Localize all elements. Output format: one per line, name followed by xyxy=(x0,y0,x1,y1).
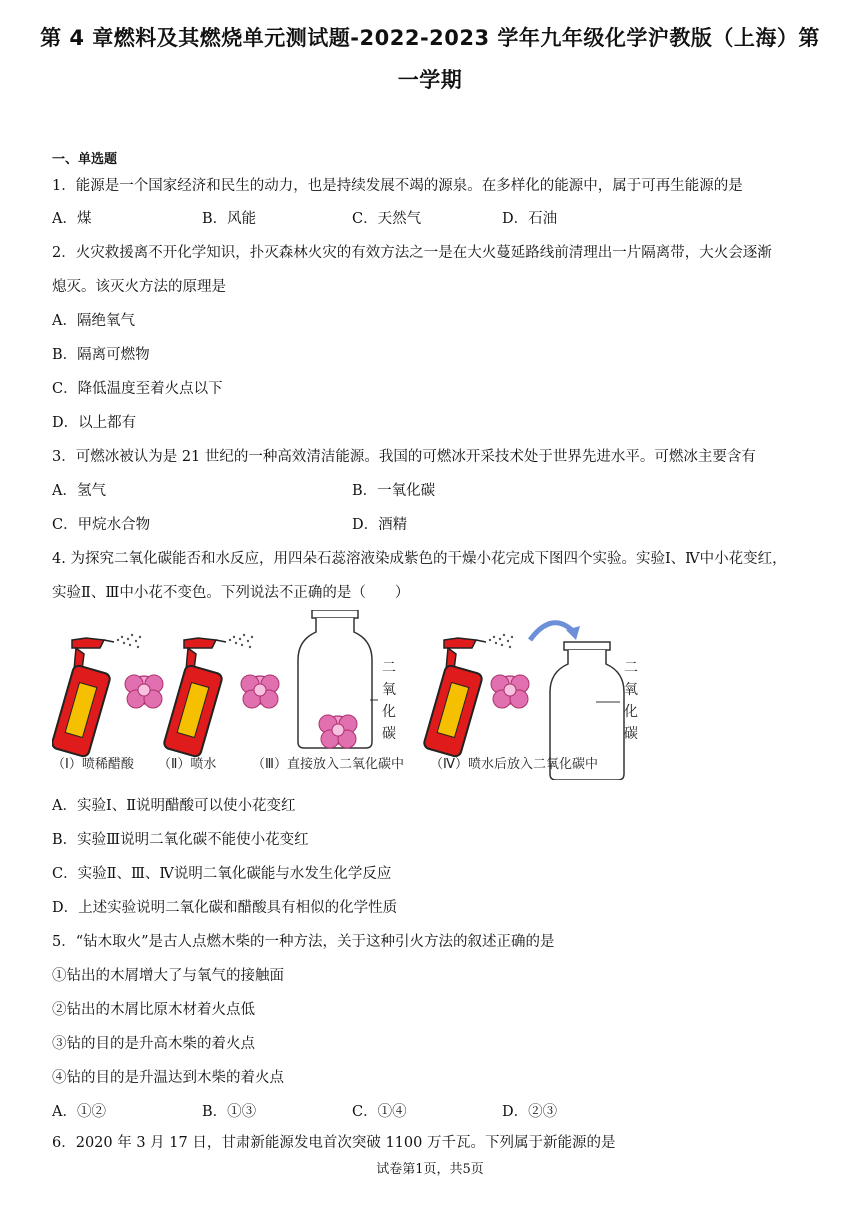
q5-option-a: A．①② xyxy=(52,1104,106,1120)
question-4-stem-line2: 实验Ⅱ、Ⅲ中小花不变色。下列说法不正确的是（ ） xyxy=(52,585,410,601)
q5-statement-1: ①钻出的木屑增大了与氧气的接触面 xyxy=(52,968,284,984)
caption-iv: （Ⅳ）喷水后放入二氧化碳中 xyxy=(430,757,598,772)
q4-option-b: B．实验Ⅲ说明二氧化碳不能使小花变红 xyxy=(52,832,309,848)
gas-char: 化 xyxy=(624,704,638,720)
q4-option-c: C．实验Ⅱ、Ⅲ、Ⅳ说明二氧化碳能与水发生化学反应 xyxy=(52,866,392,882)
gas-char: 氧 xyxy=(624,682,638,698)
caption-ii: （Ⅱ）喷水 xyxy=(158,757,217,772)
q5-option-b: B．①③ xyxy=(202,1104,257,1120)
q2-option-d: D．以上都有 xyxy=(52,415,137,431)
q5-statement-4: ④钻的目的是升温达到木柴的着火点 xyxy=(52,1070,284,1086)
gas-label-iv xyxy=(624,660,642,742)
q1-option-d: D．石油 xyxy=(502,211,558,227)
q3-option-a: A．氢气 xyxy=(52,483,106,499)
flower-icon xyxy=(241,675,279,708)
question-5-stem: 5．“钻木取火”是古人点燃木柴的一种方法，关于这种引火方法的叙述正确的是 xyxy=(52,934,555,950)
page-title-line2: 一学期 xyxy=(397,68,463,92)
q1-option-a: A．煤 xyxy=(52,211,92,227)
q1-option-b: B．风能 xyxy=(202,211,257,227)
sprayer-icon xyxy=(163,634,253,758)
page-footer: 试卷第1页，共5页 xyxy=(376,1162,484,1177)
flower-icon xyxy=(491,675,529,708)
flower-icon xyxy=(125,675,163,708)
question-2-stem-line1: 2．火灾救援离不开化学知识，扑灭森林火灾的有效方法之一是在大火蔓延路线前清理出一片隔离带，大火会逐渐 xyxy=(52,245,772,261)
q5-statement-3: ③钻的目的是升高木柴的着火点 xyxy=(52,1036,255,1052)
question-4-stem-line1: 4. 为探究二氧化碳能否和水反应，用四朵石蕊溶液染成紫色的干燥小花完成下图四个实验。实验Ⅰ、Ⅳ中小花变红， xyxy=(52,551,787,567)
q5-statement-2: ②钻出的木屑比原木材着火点低 xyxy=(52,1002,255,1018)
gas-label-iii xyxy=(382,660,400,742)
q3-option-c: C．甲烷水合物 xyxy=(52,517,151,533)
gas-char: 二 xyxy=(382,660,396,676)
experiment-figure xyxy=(52,610,642,780)
q4-option-a: A．实验Ⅰ、Ⅱ说明醋酸可以使小花变红 xyxy=(52,798,296,814)
q5-option-c: C．①④ xyxy=(352,1104,407,1120)
q1-option-c: C．天然气 xyxy=(352,211,422,227)
flower-icon xyxy=(319,715,357,748)
q2-option-c: C．降低温度至着火点以下 xyxy=(52,381,223,397)
q2-option-b: B．隔离可燃物 xyxy=(52,347,150,363)
q4-option-d: D．上述实验说明二氧化碳和醋酸具有相似的化学性质 xyxy=(52,900,398,916)
curved-arrow-icon xyxy=(530,623,580,640)
q2-option-a: A．隔绝氧气 xyxy=(52,313,135,329)
question-6-stem: 6．2020 年 3 月 17 日，甘肃新能源发电首次突破 1100 万千瓦。下列属于新能源的是 xyxy=(52,1135,616,1151)
gas-char: 碳 xyxy=(624,726,638,742)
caption-iii: （Ⅲ）直接放入二氧化碳中 xyxy=(252,757,404,772)
q5-option-d: D．②③ xyxy=(502,1104,558,1120)
gas-char: 化 xyxy=(382,704,396,720)
gas-char: 氧 xyxy=(382,682,396,698)
question-2-stem-line2: 熄灭。该灭火方法的原理是 xyxy=(52,279,226,295)
gas-char: 碳 xyxy=(382,726,396,742)
section-heading: 一、单选题 xyxy=(52,152,118,167)
question-1-stem: 1．能源是一个国家经济和民生的动力，也是持续发展不竭的源泉。在多样化的能源中，属于可再生能源的是 xyxy=(52,178,743,194)
q3-option-d: D．酒精 xyxy=(352,517,408,533)
q3-option-b: B．一氧化碳 xyxy=(352,483,436,499)
page-title-line1: 第 4 章燃料及其燃烧单元测试题-2022-2023 学年九年级化学沪教版（上海）第 xyxy=(40,26,820,50)
caption-i: （Ⅰ）喷稀醋酸 xyxy=(52,757,134,772)
gas-char: 二 xyxy=(624,660,638,676)
question-3-stem: 3．可燃冰被认为是 21 世纪的一种高效清洁能源。我国的可燃冰开采技术处于世界先进水平。可燃冰主要含有 xyxy=(52,449,756,465)
